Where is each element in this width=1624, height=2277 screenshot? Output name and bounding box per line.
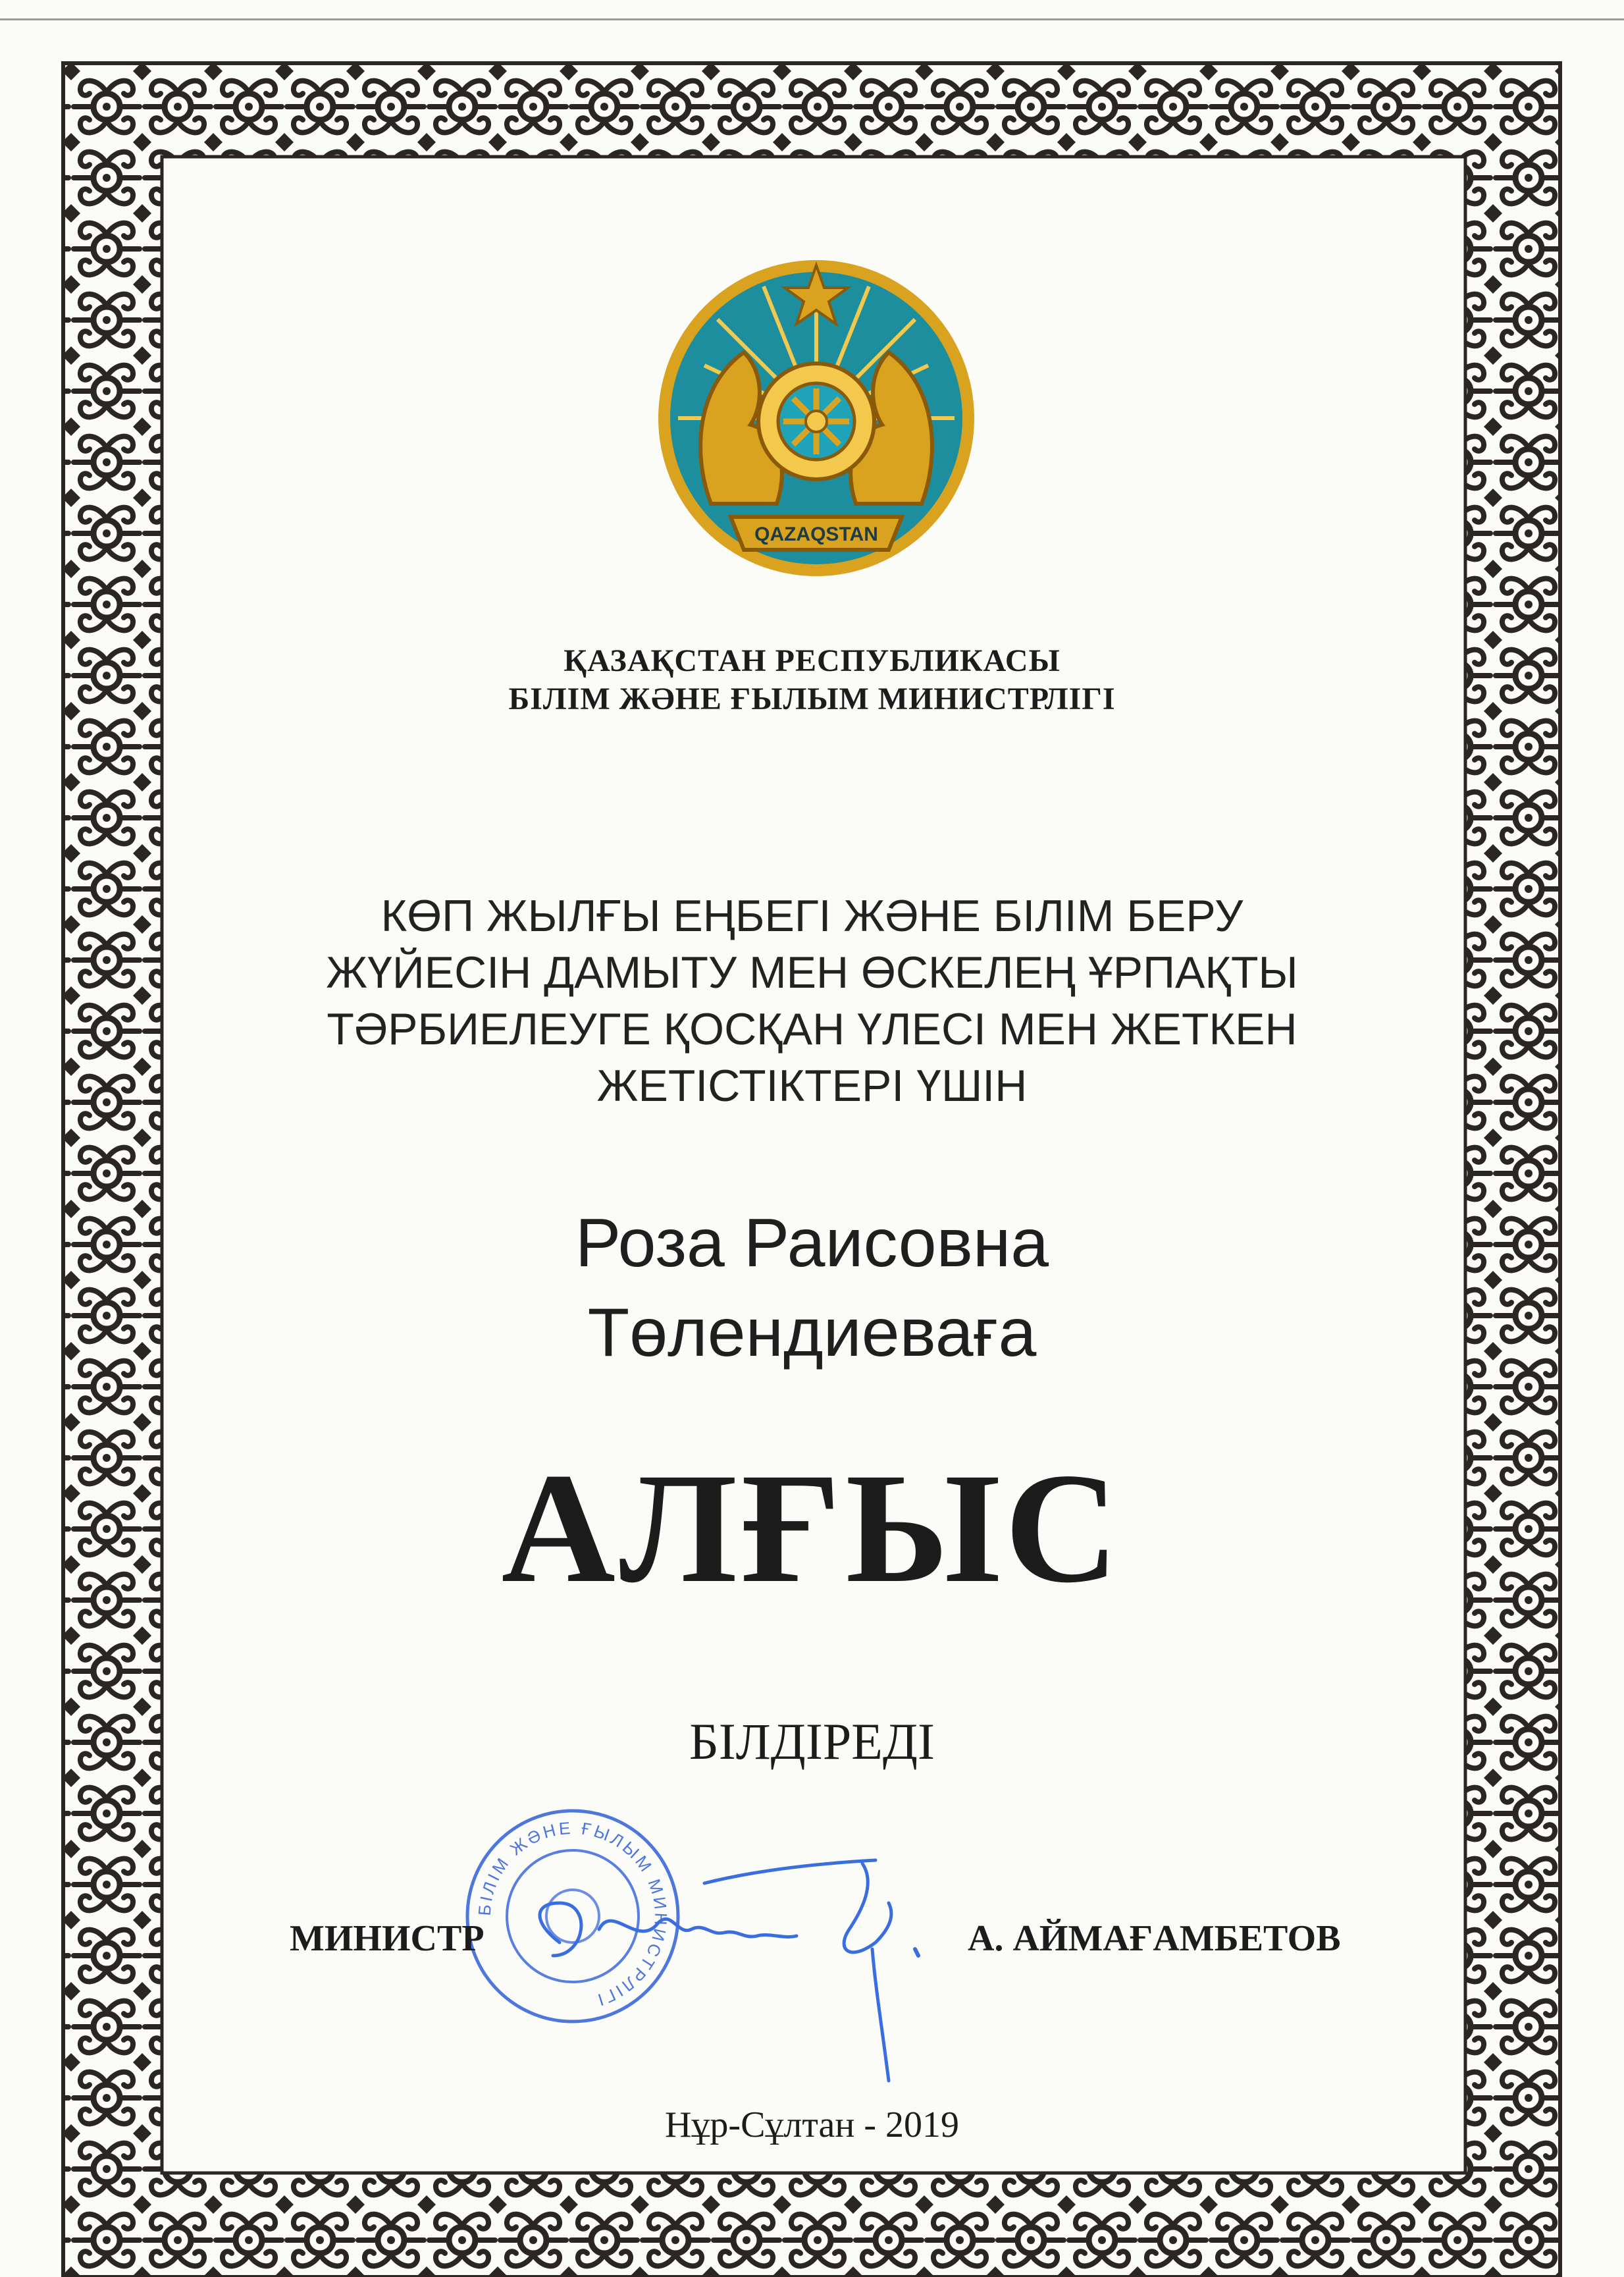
handwritten-signature (507, 1844, 981, 2094)
reason-line-1: КӨП ЖЫЛҒЫ ЕҢБЕГІ ЖӘНЕ БІЛІМ БЕРУ (380, 891, 1244, 941)
ministry-line-2: БІЛІМ ЖӘНЕ ҒЫЛЫМ МИНИСТРЛІГІ (508, 682, 1116, 716)
signature-name: А. АЙМАҒАМБЕТОВ (968, 1918, 1341, 1959)
ministry-line-1: ҚАЗАҚСТАН РЕСПУБЛИКАСЫ (563, 643, 1061, 678)
signature-role: МИНИСТР (290, 1918, 485, 1959)
reason-line-4: ЖЕТІСТІКТЕРІ ҮШІН (596, 1061, 1028, 1111)
expresses-text: БІЛДІРЕДІ (689, 1713, 935, 1770)
ministry-header (0, 642, 1624, 718)
recipient-line-2: Төлендиеваға (587, 1295, 1037, 1371)
award-reason (0, 888, 1624, 1114)
place-date: Нұр-Сұлтан - 2019 (664, 2104, 959, 2145)
kazakhstan-state-emblem-icon (652, 254, 981, 583)
reason-line-2: ЖҮЙЕСІН ДАМЫТУ МЕН ӨСКЕЛЕҢ ҰРПАҚТЫ (326, 948, 1298, 998)
recipient-line-1: Роза Раисовна (575, 1205, 1049, 1281)
reason-line-3: ТӘРБИЕЛЕУГЕ ҚОСҚАН ҮЛЕСІ МЕН ЖЕТКЕН (327, 1004, 1297, 1054)
recipient-name (0, 1198, 1624, 1378)
document-title: АЛҒЫС (501, 1440, 1123, 1615)
seal-text: БІЛІМ ЖӘНЕ ҒЫЛЫМ МИНИСТРЛІГІ (474, 1817, 671, 2011)
emblem-label: QAZAQSTAN (754, 523, 878, 545)
